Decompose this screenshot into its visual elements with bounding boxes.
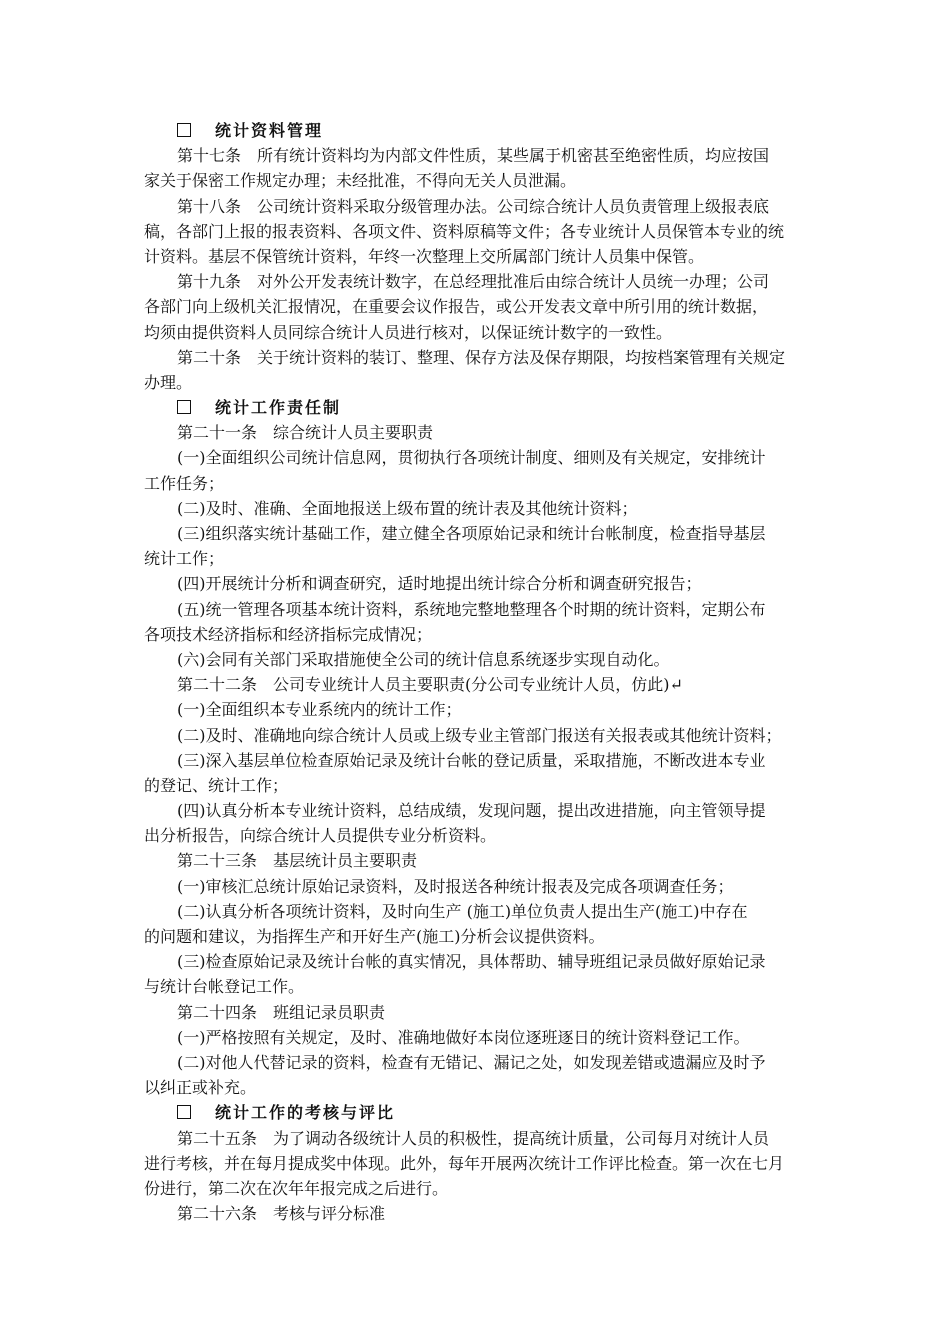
- paragraph-line: (二)及时、准确、全面地报送上级布置的统计表及其他统计资料；: [177, 498, 638, 518]
- paragraph-line: 第二十条 关于统计资料的装订、整理、保存方法及保存期限，均按档案管理有关规定: [177, 347, 786, 367]
- paragraph-line: 均须由提供资料人员同综合统计人员进行核对，以保证统计数字的一致性。: [144, 322, 673, 342]
- paragraph-line: (六)会同有关部门采取措施使全公司的统计信息系统逐步实现自动化。: [177, 649, 670, 669]
- checkbox-square-icon: [177, 123, 191, 137]
- paragraph-line: (二)及时、准确地向综合统计人员或上级专业主管部门报送有关报表或其他统计资料；: [177, 725, 782, 745]
- paragraph-line: (一)审核汇总统计原始记录资料，及时报送各种统计报表及完成各项调查任务；: [177, 876, 734, 896]
- paragraph-line: (一)全面组织本专业系统内的统计工作；: [177, 700, 462, 720]
- paragraph-line: 以纠正或补充。: [144, 1078, 257, 1098]
- paragraph-line: 的登记、统计工作；: [144, 775, 289, 795]
- paragraph-line: 出分析报告，向综合统计人员提供专业分析资料。: [144, 826, 497, 846]
- section-heading-text: 统计工作责任制: [215, 398, 342, 418]
- paragraph-line: 稿，各部门上报的报表资料、各项文件、资料原稿等文件；各专业统计人员保管本专业的统: [144, 221, 785, 241]
- paragraph-line: (一)全面组织公司统计信息网，贯彻执行各项统计制度、细则及有关规定，安排统计: [177, 448, 766, 468]
- paragraph-line: 家关于保密工作规定办理；未经批准，不得向无关人员泄漏。: [144, 171, 577, 191]
- paragraph-line: 办理。: [144, 372, 193, 392]
- paragraph-line: 第二十二条 公司专业统计人员主要职责(分公司专业统计人员，仿此)↵: [177, 675, 683, 695]
- paragraph-line: 工作任务；: [144, 473, 225, 493]
- paragraph-line: (四)开展统计分析和调查研究，适时地提出统计综合分析和调查研究报告；: [177, 574, 702, 594]
- document-body: [144, 118, 812, 1226]
- paragraph-line: (三)检查原始记录及统计台帐的真实情况，具体帮助、辅导班组记录员做好原始记录: [177, 952, 766, 972]
- paragraph-line: (二)对他人代替记录的资料，检查有无错记、漏记之处，如发现差错或遗漏应及时予: [177, 1052, 766, 1072]
- paragraph-line: 进行考核，并在每月提成奖中体现。此外，每年开展两次统计工作评比检查。第一次在七月: [144, 1153, 785, 1173]
- paragraph-line: 统计工作；: [144, 549, 225, 569]
- paragraph-line: (一)严格按照有关规定，及时、准确地做好本岗位逐班逐日的统计资料登记工作。: [177, 1027, 750, 1047]
- paragraph-line: 第二十四条 班组记录员职责: [177, 1002, 386, 1022]
- section-heading-text: 统计工作的考核与评比: [215, 1103, 396, 1123]
- paragraph-line: 第十八条 公司统计资料采取分级管理办法。公司综合统计人员负责管理上级报表底: [177, 196, 770, 216]
- paragraph-line: 计资料。基层不保管统计资料，年终一次整理上交所属部门统计人员集中保管。: [144, 246, 705, 266]
- section-heading: [144, 118, 812, 143]
- paragraph-line: (三)组织落实统计基础工作，建立健全各项原始记录和统计台帐制度，检查指导基层: [177, 524, 766, 543]
- section-heading: [144, 395, 812, 420]
- checkbox-square-icon: [177, 1105, 191, 1119]
- paragraph-line: 第十七条 所有统计资料均为内部文件性质，某些属于机密甚至绝密性质，均应按国: [177, 146, 770, 166]
- section-heading: [144, 1100, 812, 1125]
- paragraph-line: 第二十六条 考核与评分标准: [177, 1204, 386, 1224]
- paragraph-line: 第二十五条 为了调动各级统计人员的积极性，提高统计质量，公司每月对统计人员: [177, 1128, 770, 1148]
- paragraph-line: 各项技术经济指标和经济指标完成情况；: [144, 624, 433, 644]
- paragraph-line: (二)认真分析各项统计资料，及时向生产 (施工)单位负责人提出生产(施工)中存在: [177, 901, 748, 921]
- paragraph-line: 的问题和建议，为指挥生产和开好生产(施工)分析会议提供资料。: [144, 927, 605, 946]
- paragraph-line: (四)认真分析本专业统计资料，总结成绩，发现问题，提出改进措施，向主管领导提: [177, 801, 766, 821]
- checkbox-square-icon: [177, 400, 191, 414]
- paragraph-line: 第二十一条 综合统计人员主要职责: [177, 423, 434, 443]
- paragraph-line: 第十九条 对外公开发表统计数字，在总经理批准后由综合统计人员统一办理；公司: [177, 272, 770, 292]
- paragraph-line: (三)深入基层单位检查原始记录及统计台帐的登记质量，采取措施，不断改进本专业: [177, 750, 766, 770]
- paragraph-line: (五)统一管理各项基本统计资料，系统地完整地整理各个时期的统计资料，定期公布: [177, 599, 766, 619]
- paragraph-line: 第二十三条 基层统计员主要职责: [177, 851, 418, 871]
- paragraph-line: 与统计台帐登记工作。: [144, 977, 305, 997]
- paragraph-line: 份进行，第二次在次年年报完成之后进行。: [144, 1178, 449, 1198]
- paragraph-line: 各部门向上级机关汇报情况，在重要会议作报告，或公开发表文章中所引用的统计数据，: [144, 297, 769, 317]
- section-heading-text: 统计资料管理: [215, 121, 324, 140]
